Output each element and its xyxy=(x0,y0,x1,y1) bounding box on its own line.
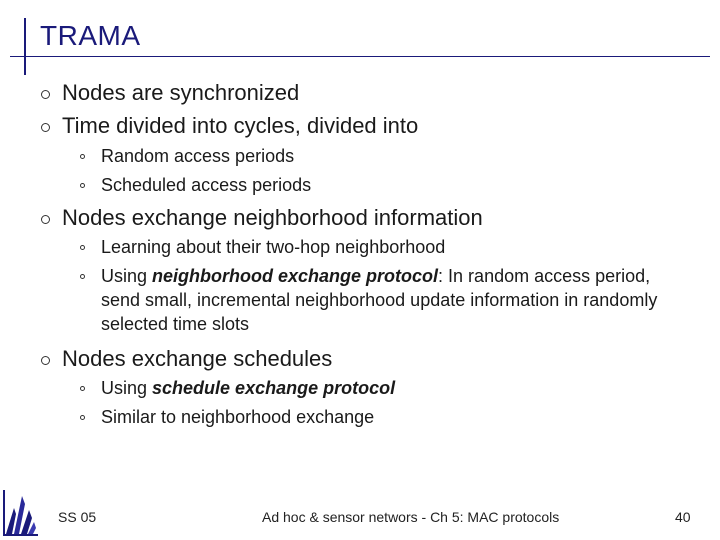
bullet-4-text: Nodes exchange schedules xyxy=(62,346,333,371)
sub-bullet-3-1-text: Learning about their two-hop neighborhood xyxy=(101,237,446,257)
sub-bullet-3-1 xyxy=(80,235,445,259)
sub-bullet-4-2-text: Similar to neighborhood exchange xyxy=(101,407,375,427)
sub-bullet-2-2-text: Scheduled access periods xyxy=(101,175,312,195)
page-number: 40 xyxy=(675,509,691,525)
sub-bullet-3-2-post: : In random access period, send small, incremental neighborhood update information in randomly selected time slots xyxy=(101,266,658,334)
sub-bullet-4-1-text xyxy=(101,376,395,400)
bullet-dot-icon xyxy=(41,90,50,99)
schedule-exchange-protocol-term: schedule exchange protocol xyxy=(152,378,396,398)
bullet-4 xyxy=(42,346,332,372)
title-horizontal-rule xyxy=(10,56,710,57)
sub-bullet-dot-icon xyxy=(80,245,85,250)
footer-left: SS 05 xyxy=(58,509,97,525)
sub-bullet-dot-icon xyxy=(80,274,85,279)
bullet-2-text: Time divided into cycles, divided into xyxy=(62,113,419,138)
neighborhood-exchange-protocol-term: neighborhood exchange protocol xyxy=(152,266,439,286)
sub-bullet-4-2 xyxy=(80,405,374,429)
bullet-3 xyxy=(42,205,483,231)
sub-bullet-dot-icon xyxy=(80,415,85,420)
bullet-1 xyxy=(42,80,299,106)
sub-bullet-2-2 xyxy=(80,173,311,197)
sub-bullet-dot-icon xyxy=(80,386,85,391)
bullet-3-text: Nodes exchange neighborhood information xyxy=(62,205,483,230)
sub-bullet-2-1 xyxy=(80,144,294,168)
sub-bullet-4-1-pre: Using xyxy=(101,378,153,398)
sub-bullet-dot-icon xyxy=(80,154,85,159)
bullet-dot-icon xyxy=(41,356,50,365)
sub-bullet-dot-icon xyxy=(80,183,85,188)
bullet-1-text: Nodes are synchronized xyxy=(62,80,300,105)
sub-bullet-4-1 xyxy=(80,376,395,400)
slide-title: TRAMA xyxy=(40,20,141,51)
sub-bullet-3-2-text xyxy=(101,264,680,336)
sub-bullet-3-2 xyxy=(80,264,680,336)
title-vertical-rule xyxy=(24,18,26,75)
footer-center: Ad hoc & sensor networs - Ch 5: MAC protocols xyxy=(262,509,560,525)
university-logo-icon xyxy=(2,488,40,538)
bullet-dot-icon xyxy=(41,123,50,132)
bullet-2 xyxy=(42,113,418,139)
bullet-dot-icon xyxy=(41,215,50,224)
sub-bullet-3-2-pre: Using xyxy=(101,266,153,286)
sub-bullet-2-1-text: Random access periods xyxy=(101,146,295,166)
